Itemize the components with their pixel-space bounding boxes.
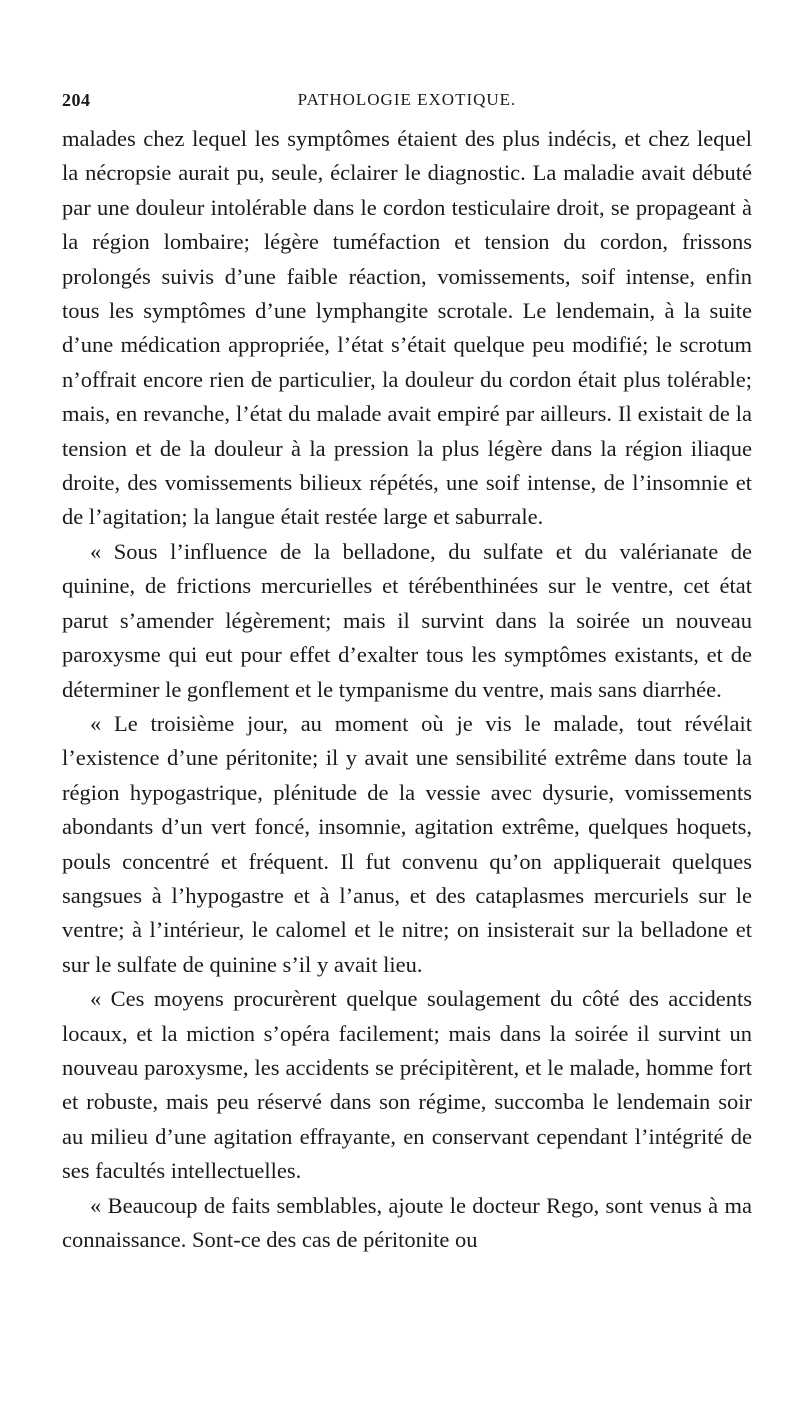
paragraph-belladone: « Sous l’influence de la belladone, du sulfate et du valérianate de quinine, de frictions mercurielles et térébenthinées sur le ventre, cet état parut s’amender légèrement; mais il survint dans la soirée un nouveau paroxysme qui eut pour effet d’exalter tous les symptômes existants, et de déterminer le gonflement et le tympanisme du ventre, mais sans diarrhée.: [62, 538, 752, 702]
page-number: 204: [62, 90, 91, 110]
book-page: [62, 88, 752, 1257]
paragraph-continuation: malades chez lequel les symptômes étaient des plus indécis, et chez lequel la nécropsie aurait pu, seule, éclairer le diagnostic. La maladie avait débuté par une douleur intolérable dans le cordon testiculaire droit, se propageant à la région lombaire; légère tuméfaction et tension du cordon, frissons prolongés suivis d’une faible réaction, vomissements, soif intense, enfin tous les symptômes d’une lymphangite scrotale. Le lendemain, à la suite d’une médication appropriée, l’état s’était quelque peu modifié; le scrotum n’offrait encore rien de particulier, la douleur du cordon était plus tolérable; mais, en revanche, l’état du malade avait empiré par ailleurs. Il existait de la tension et de la douleur à la pression la plus légère dans la région iliaque droite, des vomissements bilieux répétés, une soif intense, de l’insomnie et de l’agitation; la langue était restée large et saburrale.: [62, 126, 752, 530]
paragraph-ces-moyens: « Ces moyens procurèrent quelque soulagement du côté des accidents locaux, et la miction s’opéra facilement; mais dans la soirée il survint un nouveau paroxysme, les accidents se précipitèrent, et le malade, homme fort et robuste, mais peu réservé dans son régime, succomba le lendemain soir au milieu d’une agitation effrayante, en conservant cependant l’intégrité de ses facultés intellectuelles.: [62, 986, 752, 1184]
paragraph-troisieme-jour: « Le troisième jour, au moment où je vis le malade, tout révélait l’existence d’une péritonite; il y avait une sensibilité extrême dans toute la région hypogastrique, plénitude de la vessie avec dysurie, vomissements abondants d’un vert foncé, insomnie, agitation extrême, quelques hoquets, pouls concentré et fréquent. Il fut convenu qu’on appliquerait quelques sangsues à l’hypogastre et à l’anus, et des cataplasmes mercuriels sur le ventre; à l’intérieur, le calomel et le nitre; on insisterait sur la belladone et sur le sulfate de quinine s’il y avait lieu.: [62, 710, 752, 977]
running-head: [62, 88, 752, 118]
paragraph-beaucoup-de-faits: « Beaucoup de faits semblables, ajoute le docteur Rego, sont venus à ma connaissance. Sont-ce des cas de péritonite ou: [62, 1192, 752, 1252]
body-text: [62, 122, 752, 1257]
running-title: PATHOLOGIE EXOTIQUE.: [297, 90, 517, 109]
